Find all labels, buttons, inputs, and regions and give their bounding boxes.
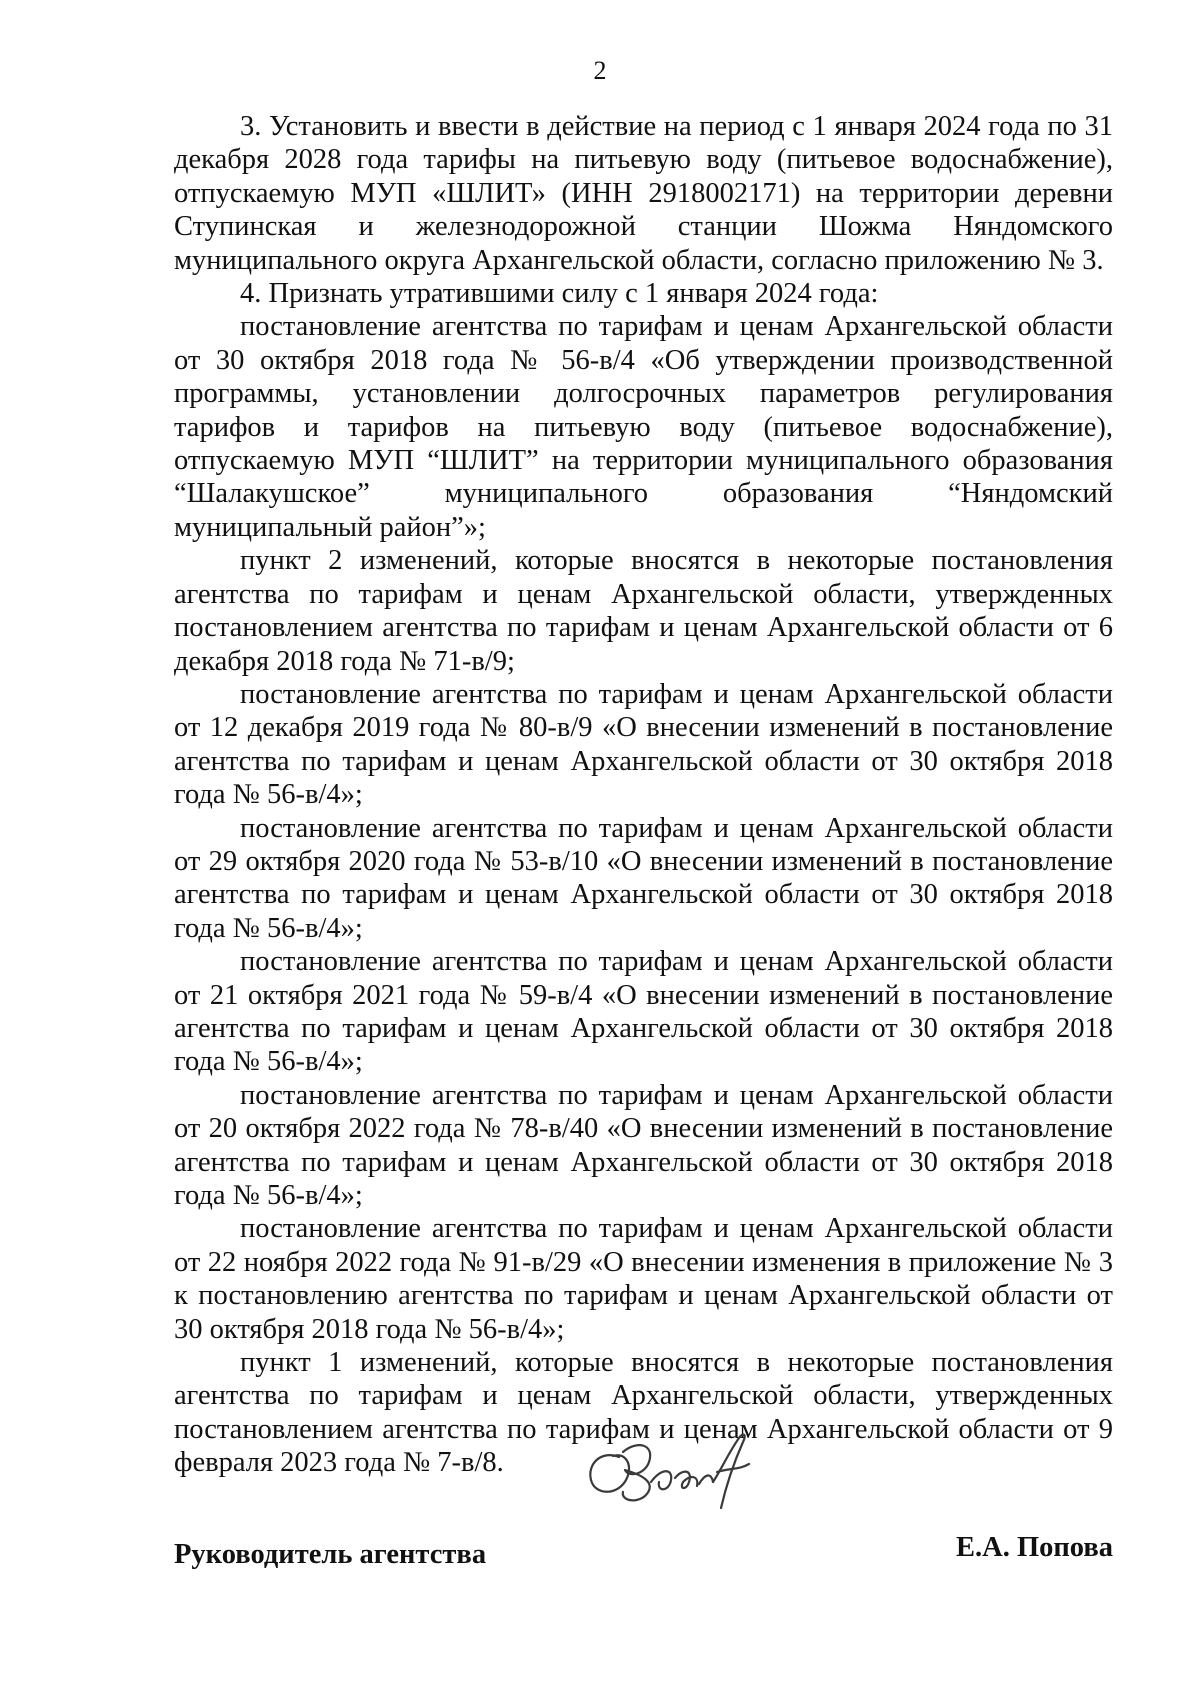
paragraph-repealed-clause-1-2023: пункт 1 изменений, которые вносятся в некоторые постановления агентства по тарифам и ценам Архангельской области, утвержденных постановлением агентства по тарифам и ценам Архангельской области от 9 февраля 2023 года № 7-в/8. <box>174 1347 1113 1479</box>
signer-name: Е.А. Попова <box>956 1532 1113 1563</box>
handwritten-signature-icon <box>579 1412 754 1522</box>
paragraph-item-4: 4. Признать утратившими силу с 1 января 2024 года: <box>240 278 879 310</box>
page-number: 2 <box>593 56 607 85</box>
signature-block <box>174 1412 1113 1572</box>
paragraph-repealed-resolution-2022-oct: постановление агентства по тарифам и ценам Архангельской области от 20 октября 2022 года № 78-в/40 «О внесении изменений в постановление агентства по тарифам и ценам Архангельской области от 30 октября 2018 года № 56-в/4»; <box>174 1079 1113 1211</box>
paragraph-repealed-resolution-2022-nov: постановление агентства по тарифам и ценам Архангельской области от 22 ноября 2022 года № 91-в/29 «О внесении изменения в приложение № 3 к постановлению агентства по тарифам и ценам Архангельской области от 30 октября 2018 года № 56-в/4»; <box>174 1213 1113 1345</box>
paragraph-repealed-resolution-2020: постановление агентства по тарифам и ценам Архангельской области от 29 октября 2020 года № 53-в/10 «О внесении изменений в постановление агентства по тарифам и ценам Архангельской области от 30 октября 2018 года № 56-в/4»; <box>174 812 1113 944</box>
paragraph-repealed-resolution-2019: постановление агентства по тарифам и ценам Архангельской области от 12 декабря 2019 года № 80-в/9 «О внесении изменений в постановление агентства по тарифам и ценам Архангельской области от 30 октября 2018 года № 56-в/4»; <box>174 678 1113 811</box>
document-body <box>174 110 1113 1480</box>
paragraph-item-3: 3. Установить и ввести в действие на период с 1 января 2024 года по 31 декабря 2028 года тарифы на питьевую воду (питьевое водоснабжение), отпускаемую МУП «ШЛИТ» (ИНН 2918002171) на территории деревни Ступинская и железнодорожной станции Шожма Няндомского муниципального округа Архангельской области, согласно приложению № 3. <box>174 111 1113 276</box>
paragraph-repealed-resolution-2021: постановление агентства по тарифам и ценам Архангельской области от 21 октября 2021 года № 59-в/4 «О внесении изменений в постановление агентства по тарифам и ценам Архангельской области от 30 октября 2018 года № 56-в/4»; <box>174 946 1113 1078</box>
paragraph-repealed-resolution-2018: постановление агентства по тарифам и ценам Архангельской области от 30 октября 2018 года № 56-в/4 «Об утверждении производственной программы, установлении долгосрочных параметров регулирования тарифов и тарифов на питьевую воду (питьевое водоснабжение), отпускаемую МУП “ШЛИТ” на территории муниципального образования “Шалакушское” муниципального образования “Няндомский муниципальный район”»; <box>174 311 1113 543</box>
paragraph-repealed-clause-2-2018: пункт 2 изменений, которые вносятся в некоторые постановления агентства по тарифам и ценам Архангельской области, утвержденных постановлением агентства по тарифам и ценам Архангельской области от 6 декабря 2018 года № 71-в/9; <box>174 545 1113 677</box>
signer-title: Руководитель агентства <box>174 1539 487 1570</box>
